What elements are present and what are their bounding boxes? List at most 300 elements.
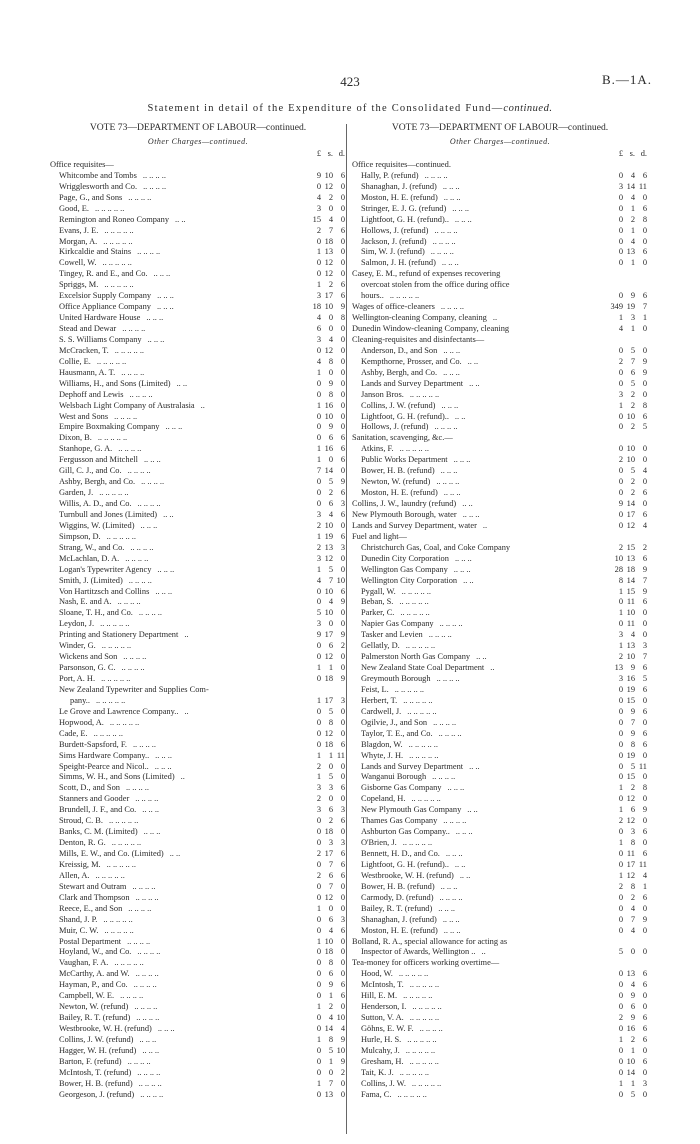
entry-description <box>361 390 608 401</box>
pence-value: 6 <box>642 706 647 716</box>
pence-value: 1 <box>642 881 647 891</box>
pounds-value: 13 <box>614 663 623 673</box>
entry-label: McIntosh, T. <box>361 980 404 990</box>
pence-value: 0 <box>340 247 345 257</box>
left-entry-row <box>50 532 346 543</box>
pence-value: 9 <box>642 367 647 377</box>
pounds-value: 2 <box>618 356 623 366</box>
entry-label: Wellington-cleaning Company, cleaning <box>352 313 487 323</box>
shillings-value: 11 <box>626 597 635 607</box>
entry-description <box>59 422 306 433</box>
entry-description <box>59 958 306 969</box>
shillings-value: 4 <box>328 214 333 224</box>
entry-label: Parker, C. <box>361 608 395 618</box>
entry-label: Lightfoot, G. H. (refund).. <box>361 411 449 421</box>
entry-amount <box>306 302 346 313</box>
pounds-value: 3 <box>316 291 321 301</box>
shillings-value: 1 <box>328 1056 333 1066</box>
entry-label: Nash, E. and A. <box>59 597 112 607</box>
right-entry-row <box>352 1068 648 1079</box>
entry-leader-dots: .. .. .. .. <box>120 991 144 1001</box>
pence-value: 0 <box>340 652 345 662</box>
entry-label: Henderson, I. <box>361 1002 407 1012</box>
pounds-value: 0 <box>316 881 321 891</box>
entry-amount <box>608 663 648 674</box>
entry-amount <box>608 740 648 751</box>
left-entry-row <box>50 980 346 991</box>
pence-value: 6 <box>642 1013 647 1023</box>
entry-leader-dots: .. .. .. .. <box>142 170 166 180</box>
pounds-value: 0 <box>618 827 623 837</box>
entry-leader-dots: .. .. .. .. .. <box>409 1056 439 1066</box>
entry-description <box>352 510 608 521</box>
pounds-value: 0 <box>316 958 321 968</box>
entry-amount <box>306 313 346 324</box>
shillings-value: 8 <box>328 356 333 366</box>
entry-leader-dots: .. .. .. <box>454 553 472 563</box>
left-vote-heading: VOTE 73—DEPARTMENT OF LABOUR—continued. <box>89 122 307 133</box>
entry-leader-dots: .. .. .. <box>143 455 161 465</box>
right-entry-row <box>352 1090 648 1101</box>
pence-value: 6 <box>340 925 345 935</box>
entry-description <box>50 160 306 171</box>
pence-value: 0 <box>340 772 345 782</box>
pence-value: 6 <box>642 1056 647 1066</box>
entry-label: Remington and Roneo Company <box>59 214 170 224</box>
entry-description <box>361 171 608 182</box>
shillings-value: 6 <box>328 914 333 924</box>
left-entry-row <box>50 171 346 182</box>
entry-amount <box>608 401 648 412</box>
entry-amount <box>608 794 648 805</box>
right-entry-row <box>352 204 648 215</box>
entry-leader-dots: .. .. .. .. .. <box>402 838 433 848</box>
entry-description <box>361 412 608 423</box>
pounds-value: 1 <box>316 772 321 782</box>
entry-amount <box>306 1024 346 1035</box>
entry-label: Welsbach Light Company of Australasia <box>59 400 195 410</box>
entry-leader-dots: .. .. .. .. <box>432 772 456 782</box>
left-entry-row <box>50 958 346 969</box>
pence-value: 6 <box>340 509 345 519</box>
shillings-value: 0 <box>328 761 333 771</box>
entry-description <box>361 346 608 357</box>
entry-description <box>361 597 608 608</box>
left-entry-row <box>50 991 346 1002</box>
right-entry-row <box>352 805 648 816</box>
entry-description <box>59 947 306 958</box>
right-entry-row <box>352 619 648 630</box>
pence-value: 9 <box>642 914 647 924</box>
entry-amount <box>306 226 346 237</box>
entry-label: Wanganui Borough <box>361 772 427 782</box>
pence-value: 0 <box>340 389 345 399</box>
entry-description <box>361 696 608 707</box>
entry-description <box>352 499 608 510</box>
entry-amount <box>608 1002 648 1013</box>
entry-leader-dots: .. .. .. <box>143 827 161 837</box>
entry-label: Hoyland, W., and Co. <box>59 947 132 957</box>
pounds-value: 0 <box>618 914 623 924</box>
shillings-value: 5 <box>328 477 333 487</box>
pence-value: 9 <box>642 564 647 574</box>
entry-description <box>59 827 306 838</box>
right-entry-row <box>352 521 648 532</box>
entry-leader-dots: .. .. .. .. <box>443 816 467 826</box>
entry-leader-dots: .. .. .. .. <box>114 411 138 421</box>
entry-description <box>361 422 608 433</box>
shillings-value: 18 <box>324 236 333 246</box>
entry-label: S. S. Williams Company <box>59 334 142 344</box>
left-entry-row <box>50 565 346 576</box>
entry-leader-dots: .. .. .. .. .. <box>389 291 420 301</box>
entry-amount <box>306 860 346 871</box>
entry-description <box>361 619 608 630</box>
shillings-value: 17 <box>324 291 333 301</box>
pence-value: 0 <box>642 772 647 782</box>
shillings-value: 5 <box>630 1089 635 1099</box>
left-entry-row <box>50 258 346 269</box>
pence-value: 0 <box>340 345 345 355</box>
entry-amount <box>306 1035 346 1046</box>
shillings-value: 9 <box>630 291 635 301</box>
pounds-value: 4 <box>316 313 321 323</box>
entry-amount <box>608 915 648 926</box>
entry-amount <box>608 215 648 226</box>
shillings-value: 2 <box>630 488 635 498</box>
entry-label: Cade, E. <box>59 728 88 738</box>
pence-value: 6 <box>642 1034 647 1044</box>
entry-leader-dots: .. .. .. .. .. <box>103 914 133 924</box>
entry-amount <box>608 838 648 849</box>
entry-label: Mulcahy, J. <box>361 1045 400 1055</box>
pounds-value: 0 <box>316 717 321 727</box>
pounds-value: 0 <box>618 214 623 224</box>
entry-description <box>59 1013 306 1024</box>
entry-leader-dots: .. .. <box>454 411 466 421</box>
shillings-value: 10 <box>324 520 333 530</box>
entry-description <box>361 280 608 291</box>
entry-description <box>361 729 608 740</box>
right-entry-row <box>352 958 648 969</box>
left-entry-row <box>50 1024 346 1035</box>
shillings-value: 3 <box>328 838 333 848</box>
entry-description <box>59 969 306 980</box>
entry-description <box>361 182 608 193</box>
entry-leader-dots: .. .. <box>175 214 186 224</box>
right-currency-header <box>352 149 648 160</box>
entry-leader-dots: .. .. .. <box>139 1034 157 1044</box>
entry-description <box>361 215 608 226</box>
entry-leader-dots: .. <box>200 400 205 410</box>
pence-value: 9 <box>340 477 345 487</box>
right-entry-row <box>352 576 648 587</box>
right-entry-row <box>352 663 648 674</box>
shillings-value: 13 <box>324 247 333 257</box>
pounds-value: 4 <box>618 324 623 333</box>
shillings-value: 8 <box>630 739 635 749</box>
entry-description <box>70 696 306 707</box>
pounds-value: 3 <box>316 783 321 793</box>
left-entry-row <box>50 368 346 379</box>
entry-leader-dots: .. .. .. .. .. <box>111 838 142 848</box>
entry-amount <box>306 237 346 248</box>
pounds-value: 2 <box>316 870 321 880</box>
pounds-value: 0 <box>618 597 623 607</box>
entry-description <box>361 630 608 641</box>
entry-label: Evans, J. E. <box>59 225 99 235</box>
entry-leader-dots: .. .. .. .. <box>125 783 149 793</box>
entry-label: Office requisites— <box>50 159 114 169</box>
entry-label: Bower, H. B. (refund) <box>361 881 435 891</box>
entry-description <box>59 466 306 477</box>
pence-value: 6 <box>642 509 647 519</box>
pounds-value: 2 <box>316 542 321 552</box>
shillings-value: 10 <box>324 170 333 180</box>
shillings-value: 6 <box>328 870 333 880</box>
pounds-value: 9 <box>618 499 623 508</box>
pence-value: 0 <box>340 203 345 213</box>
entry-amount <box>306 772 346 783</box>
pence-value: 0 <box>642 794 647 804</box>
entry-leader-dots: .. .. .. <box>153 269 171 279</box>
entry-amount <box>608 368 648 379</box>
pence-value: 0 <box>340 214 345 224</box>
shillings-value: 4 <box>630 170 635 180</box>
pence-value: 6 <box>642 827 647 837</box>
pounds-value: 1 <box>316 1078 321 1088</box>
entry-description <box>361 1024 608 1035</box>
pounds-value: 1 <box>618 313 623 323</box>
entry-leader-dots: .. .. <box>469 761 480 771</box>
pence-value: 0 <box>642 619 647 629</box>
pounds-value: 0 <box>316 586 321 596</box>
entry-description <box>361 291 608 302</box>
right-entry-row <box>352 980 648 991</box>
left-entry-row <box>50 488 346 499</box>
right-entry-row <box>352 762 648 773</box>
entry-label: Jackson, J. (refund) <box>361 236 427 246</box>
entry-amount <box>608 160 648 171</box>
shillings-value: 6 <box>630 805 635 815</box>
entry-amount <box>306 433 346 444</box>
entry-label: Excelsior Supply Company <box>59 291 152 301</box>
pounds-value: 5 <box>618 947 623 957</box>
pence-value: 5 <box>642 422 647 432</box>
right-entry-row <box>352 226 648 237</box>
entry-label: Salmon, J. H. (refund) <box>361 258 436 268</box>
entry-description <box>59 455 306 466</box>
entry-description <box>59 182 306 193</box>
entry-label: Hill, E. M. <box>361 991 398 1001</box>
entry-amount <box>306 565 346 576</box>
left-entry-row <box>50 696 346 707</box>
left-entry-row <box>50 247 346 258</box>
pence-value: 11 <box>336 750 345 760</box>
entry-label: Georgeson, J. (refund) <box>59 1089 135 1099</box>
shillings-value: 13 <box>626 969 635 979</box>
entry-leader-dots: .. .. .. .. <box>129 389 153 399</box>
entry-label: Bolland, R. A., special allowance for acting as <box>352 936 508 946</box>
entry-label: Hood, W. <box>361 969 393 979</box>
pounds-value: 2 <box>316 794 321 804</box>
entry-amount <box>608 390 648 401</box>
pence-value: 0 <box>642 608 647 618</box>
entry-label: McCracken, T. <box>59 345 109 355</box>
shillings-value: 12 <box>324 652 333 662</box>
pounds-value: 28 <box>614 564 623 574</box>
pence-value: 8 <box>642 783 647 793</box>
entry-amount <box>306 258 346 269</box>
entry-label: New Plymouth Borough, water <box>352 509 457 519</box>
pounds-value: 9 <box>316 630 321 640</box>
pounds-value: 349 <box>610 302 623 312</box>
pence-header: d. <box>640 149 647 158</box>
entry-label: Sanitation, scavenging, &c.— <box>352 433 453 443</box>
entry-label: Ashby, Bergh, and Co. <box>361 367 438 377</box>
entry-description <box>59 215 306 226</box>
entry-description <box>352 335 608 346</box>
entry-leader-dots: .. .. .. .. <box>127 1056 151 1066</box>
entry-label: Sims Hardware Company.. <box>59 750 150 760</box>
entry-amount <box>306 182 346 193</box>
entry-label: Hausmann, A. T. <box>59 367 116 377</box>
pence-value: 0 <box>340 553 345 563</box>
pence-value: 0 <box>642 991 647 1001</box>
pence-value: 6 <box>642 684 647 694</box>
entry-description <box>59 510 306 521</box>
pounds-value: 0 <box>316 969 321 979</box>
shillings-value: 9 <box>328 980 333 990</box>
left-entry-row <box>50 652 346 663</box>
shillings-value: 2 <box>328 192 333 202</box>
shillings-value: 12 <box>324 269 333 279</box>
pounds-value: 0 <box>618 761 623 771</box>
shillings-value: 9 <box>630 728 635 738</box>
entry-amount <box>306 893 346 904</box>
entry-description <box>361 849 608 860</box>
pence-value: 6 <box>340 291 345 301</box>
entry-leader-dots: .. .. .. .. .. <box>397 1089 427 1099</box>
pounds-value: 1 <box>316 903 321 913</box>
entry-label: Göhns, E. W. F. <box>361 1024 414 1033</box>
entry-description <box>352 433 608 444</box>
pounds-value: 2 <box>618 816 623 826</box>
entry-description <box>352 324 608 335</box>
pounds-value: 1 <box>316 280 321 290</box>
pence-value: 10 <box>336 575 345 585</box>
entry-label: Dephoff and Lewis <box>59 389 124 399</box>
entry-leader-dots: .. <box>184 630 189 640</box>
shillings-value: 2 <box>630 214 635 224</box>
entry-leader-dots: .. .. .. .. <box>137 247 161 257</box>
entry-label: Wellington Gas Company <box>361 564 448 574</box>
left-entry-row <box>50 1068 346 1079</box>
right-entry-row <box>352 926 648 937</box>
entry-label: Hopwood, A. <box>59 717 104 727</box>
left-entry-row <box>50 762 346 773</box>
entry-description <box>59 597 306 608</box>
entry-amount <box>608 729 648 740</box>
entry-amount <box>306 160 346 171</box>
entry-amount <box>608 827 648 838</box>
entry-leader-dots: .. .. .. .. <box>138 608 162 618</box>
pounds-value: 0 <box>618 466 623 476</box>
shillings-value: 10 <box>626 455 635 465</box>
entry-leader-dots: .. .. .. <box>140 520 158 530</box>
entry-description <box>361 444 608 455</box>
entry-label: Wiggins, W. (Limited) <box>59 520 135 530</box>
entry-leader-dots: .. .. <box>459 870 471 880</box>
pence-value: 6 <box>340 991 345 1001</box>
entry-description <box>361 488 608 499</box>
shillings-value: 16 <box>324 400 333 410</box>
right-entry-row <box>352 915 648 926</box>
entry-amount <box>608 1079 648 1090</box>
shillings-value: 12 <box>324 181 333 191</box>
entry-label: McLachlan, D. A. <box>59 553 120 563</box>
entry-leader-dots: .. .. .. <box>442 914 460 924</box>
shillings-value: 13 <box>324 1089 333 1099</box>
entry-amount <box>608 1024 648 1035</box>
entry-leader-dots: .. .. .. <box>146 313 164 323</box>
shillings-value: 1 <box>328 991 333 1001</box>
pounds-header: £ <box>618 149 623 158</box>
right-entry-row <box>352 685 648 696</box>
entry-label: Hollows, J. (refund) <box>361 422 429 432</box>
pounds-value: 0 <box>618 750 623 760</box>
pence-value: 0 <box>340 903 345 913</box>
entry-description <box>59 565 306 576</box>
right-entry-row <box>352 247 648 258</box>
entry-leader-dots: .. .. .. <box>147 334 165 344</box>
entry-amount <box>306 269 346 280</box>
shillings-value: 2 <box>630 892 635 902</box>
right-entry-row <box>352 543 648 554</box>
shillings-value: 9 <box>630 991 635 1001</box>
entry-amount <box>608 499 648 510</box>
right-entry-row <box>352 893 648 904</box>
pounds-value: 0 <box>316 269 321 279</box>
pounds-value: 0 <box>316 859 321 869</box>
left-entry-row <box>50 1046 346 1057</box>
entry-amount <box>306 969 346 980</box>
pounds-value: 1 <box>316 1002 321 1012</box>
entry-leader-dots: .. .. .. .. <box>436 477 460 487</box>
entry-label: Brundell, J. F., and Co. <box>59 805 137 815</box>
entry-label: Wrigglesworth and Co. <box>59 181 138 191</box>
entry-leader-dots: .. .. .. .. <box>419 1024 443 1033</box>
entry-description <box>59 269 306 280</box>
entry-amount <box>608 510 648 521</box>
pounds-value: 1 <box>316 936 321 946</box>
left-entry-row <box>50 576 346 587</box>
right-entry-row <box>352 707 648 718</box>
entry-amount <box>306 926 346 937</box>
entry-label: Scott, D., and Son <box>59 783 120 793</box>
entry-leader-dots: .. .. .. .. <box>433 717 457 727</box>
entry-description <box>59 258 306 269</box>
left-entry-row <box>50 215 346 226</box>
entry-leader-dots: .. .. <box>163 509 174 519</box>
entry-amount <box>608 969 648 980</box>
pounds-value: 0 <box>618 378 623 388</box>
shillings-value: 2 <box>328 280 333 290</box>
entry-amount <box>306 685 346 696</box>
entry-amount <box>306 335 346 346</box>
right-entry-row <box>352 1035 648 1046</box>
right-entry-row <box>352 390 648 401</box>
